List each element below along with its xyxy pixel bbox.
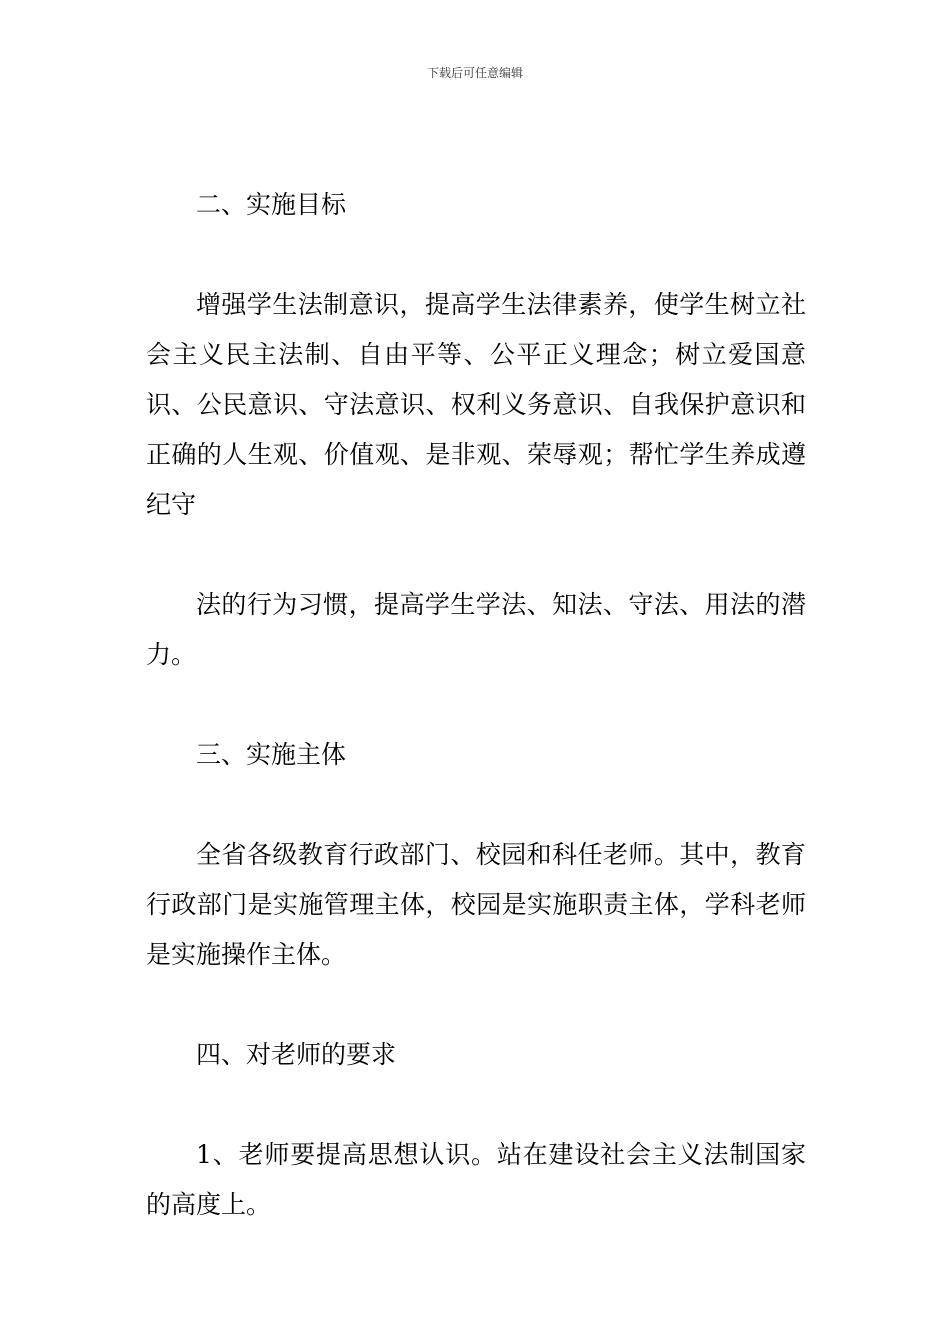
section-heading-goals: 二、实施目标 (196, 190, 347, 219)
page-header: 下载后可任意编辑 (426, 66, 523, 80)
paragraph-gap (146, 530, 806, 580)
paragraph-gap (146, 980, 806, 1030)
paragraph-gap (146, 680, 806, 730)
paragraph-requirement-1: 1、老师要提高思想认识。站在建设社会主义法制国家的高度上。 (146, 1140, 806, 1219)
paragraph-subjects-body: 全省各级教育行政部门、校园和科任老师。其中，教育行政部门是实施管理主体，校园是实施职责主体，学科老师是实施操作主体。 (146, 840, 806, 969)
document-body (146, 180, 806, 1230)
section-heading-subjects: 三、实施主体 (196, 740, 347, 769)
paragraph-gap (146, 780, 806, 830)
section-heading-teacher-requirements: 四、对老师的要求 (196, 1040, 397, 1069)
paragraph-gap (146, 230, 806, 280)
paragraph-gap (146, 1080, 806, 1130)
paragraph-goals-body: 增强学生法制意识，提高学生法律素养，使学生树立社会主义民主法制、自由平等、公平正义理念；树立爱国意识、公民意识、守法意识、权利义务意识、自我保护意识和正确的人生观、价值观、是非观、荣辱观；帮忙学生养成遵纪守 (146, 290, 806, 519)
paragraph-goals-continued: 法的行为习惯，提高学生学法、知法、守法、用法的潜力。 (146, 590, 806, 669)
